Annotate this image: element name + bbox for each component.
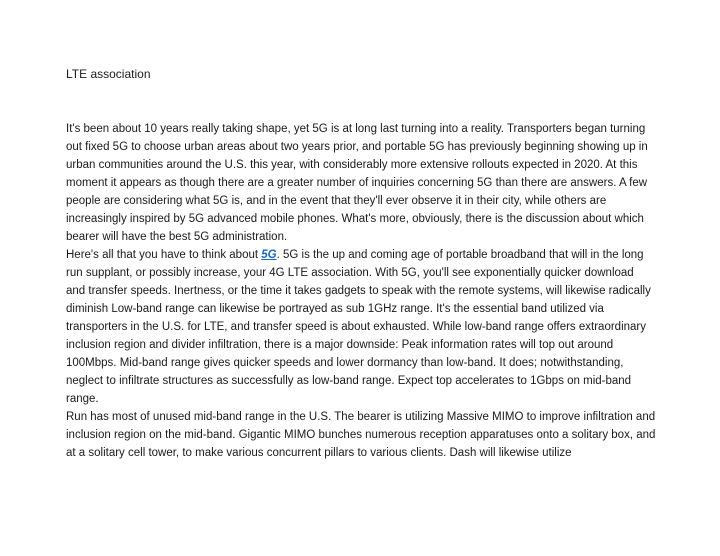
paragraph-5g-overview <box>66 246 656 408</box>
document-title: LTE association <box>66 67 151 81</box>
paragraph-intro: It's been about 10 years really taking shape, yet 5G is at long last turning into a reality. Transporters began turning out fixed 5G to choose urban areas about two years prior, and portable 5G has previously beginning showing up in urban communities around the U.S. this year, with considerably more extensive rollouts expected in 2020. At this moment it appears as though there are a greater number of inquiries concerning 5G than there are answers. A few people are considering what 5G is, and in the event that they'll ever observe it in their city, while others are increasingly inspired by 5G advanced mobile phones. What's more, obviously, there is the discussion about which bearer will have the best 5G administration. <box>66 123 648 243</box>
paragraph-5g-overview-lead: Here's all that you have to think about <box>66 249 262 261</box>
5g-link[interactable]: 5G <box>261 249 277 261</box>
document-body <box>66 120 656 462</box>
paragraph-5g-overview-rest: . 5G is the up and coming age of portable broadband that will in the long run supplant, or possibly increase, your 4G LTE association. With 5G, you'll see exponentially quicker download and transfer speeds. Inertness, or the time it takes gadgets to speak with the remote systems, will likewise radically diminish Low-band range can likewise be portrayed as sub 1GHz range. It's the essential band utilized via transporters in the U.S. for LTE, and transfer speed is about exhausted. While low-band range offers extraordinary inclusion region and divider infiltration, there is a major downside: Peak information rates will top out around 100Mbps. Mid-band range gives quicker speeds and lower dormancy than low-band. It does; notwithstanding, neglect to infiltrate structures as successfully as low-band range. Expect top accelerates to 1Gbps on mid-band range. <box>66 249 651 405</box>
paragraph-mid-band: Run has most of unused mid-band range in the U.S. The bearer is utilizing Massive MIMO to improve infiltration and inclusion region on the mid-band. Gigantic MIMO bunches numerous reception apparatuses onto a solitary box, and at a solitary cell tower, to make various concurrent pillars to various clients. Dash will likewise utilize <box>66 411 656 459</box>
